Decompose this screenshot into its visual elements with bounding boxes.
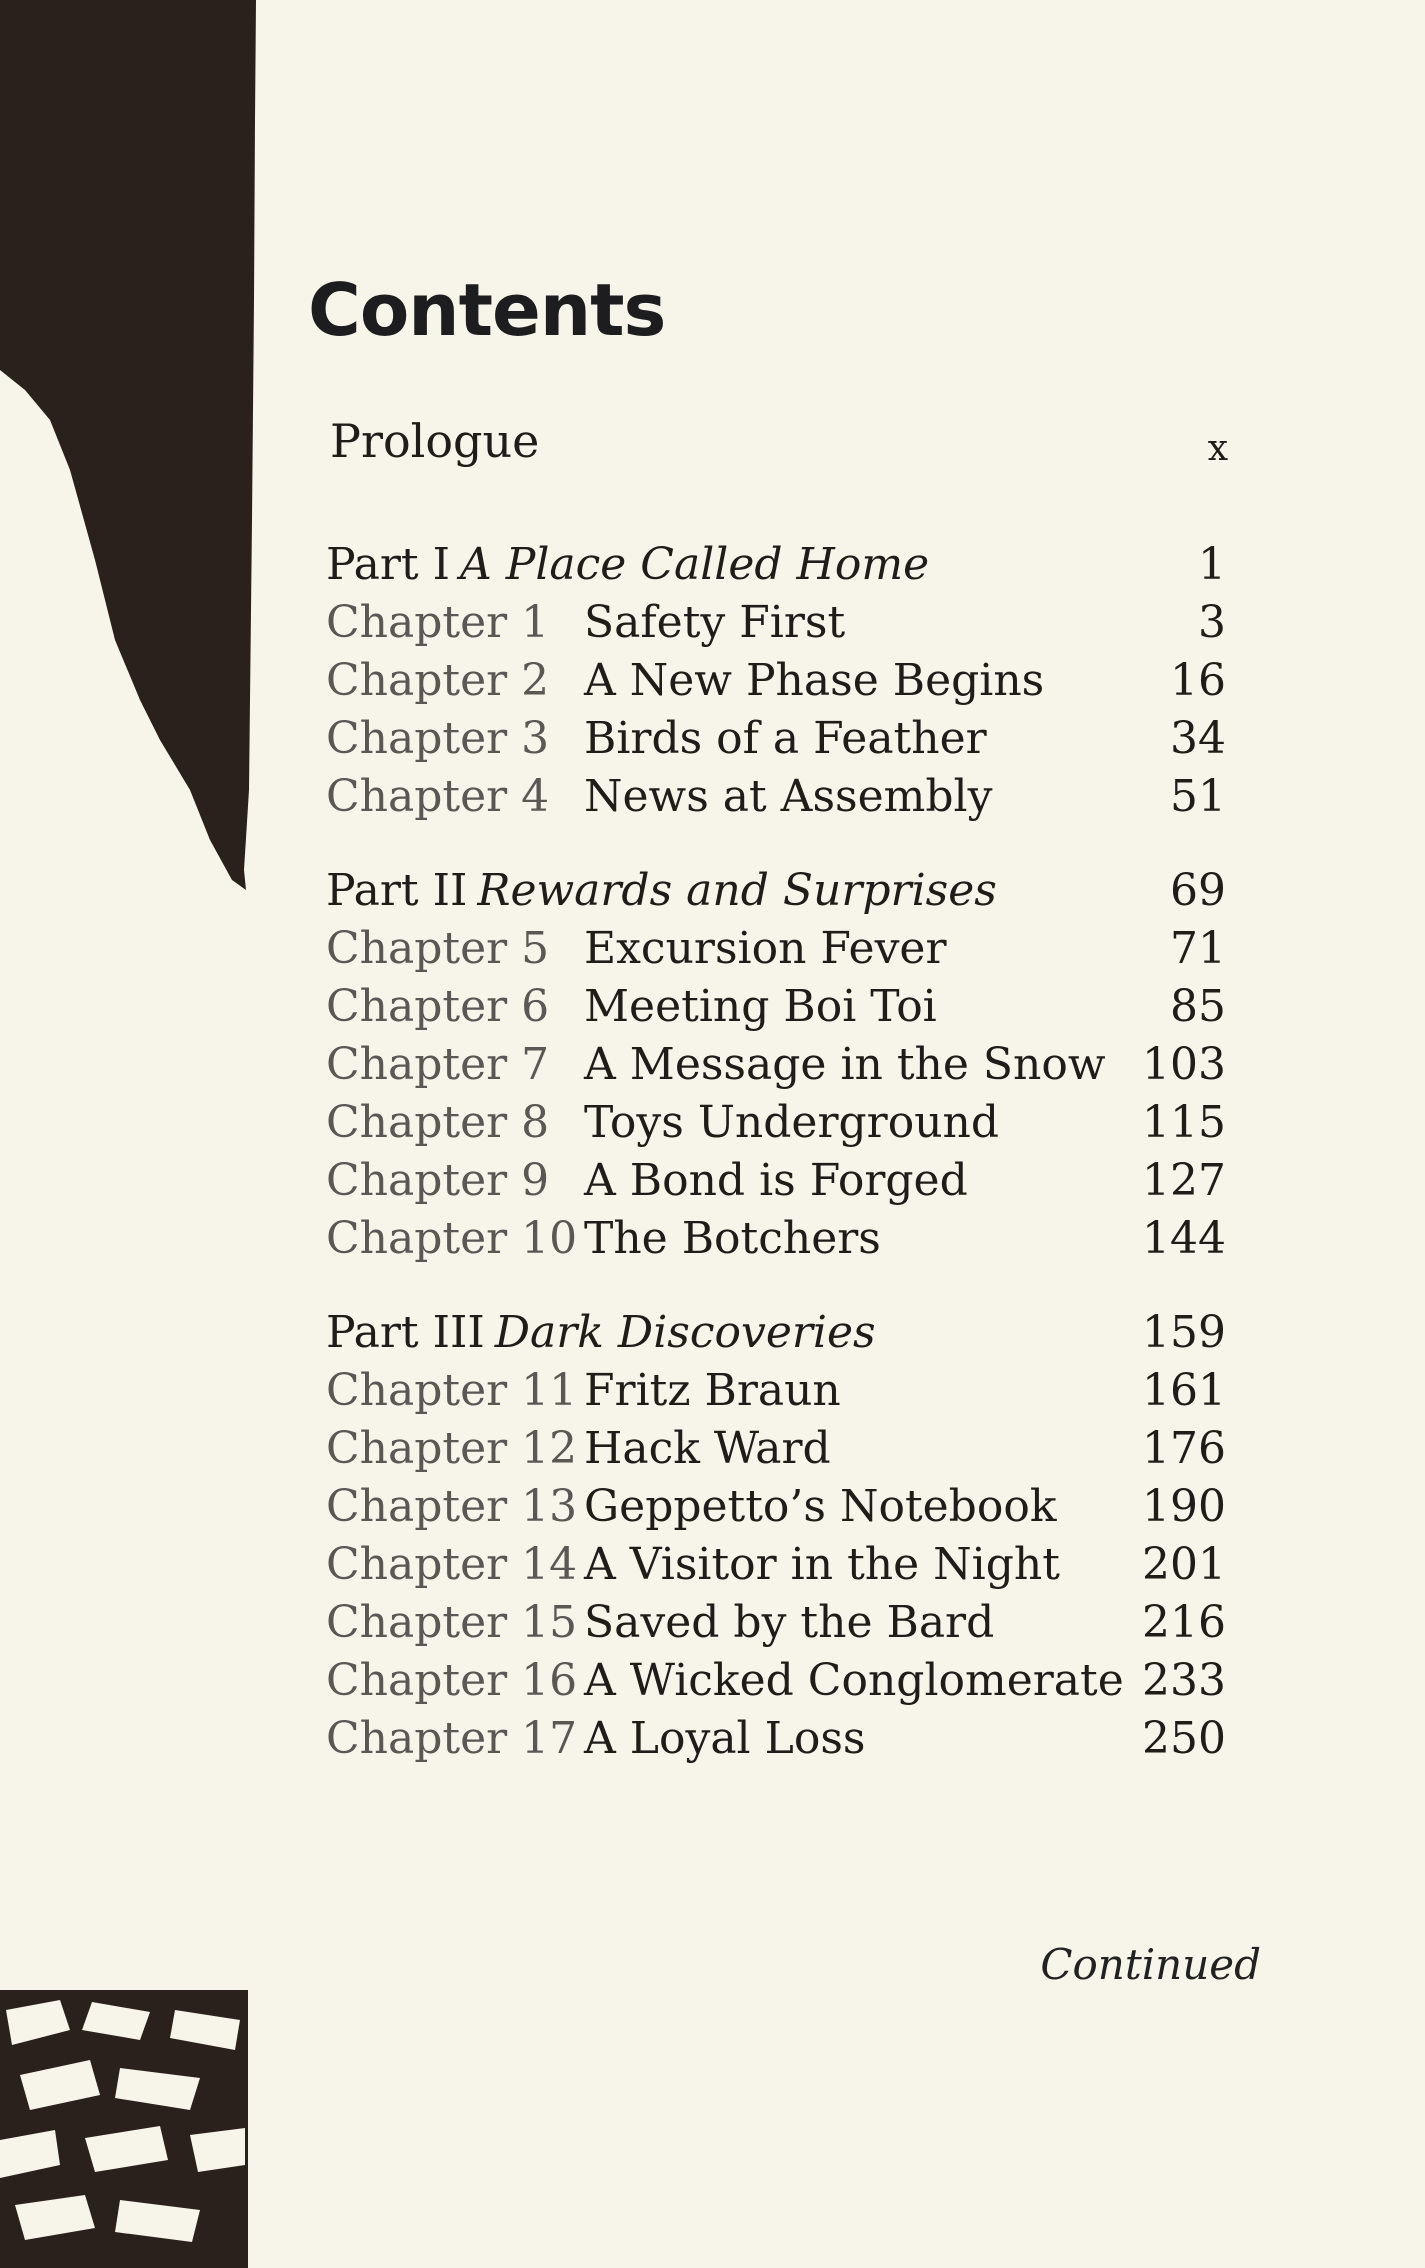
toc-part-2 xyxy=(326,862,1226,1268)
decorative-silhouette xyxy=(0,0,260,2268)
toc-part-3 xyxy=(326,1304,1226,1768)
chapter-row[interactable] xyxy=(326,1652,1226,1710)
page-number: 34 xyxy=(1170,713,1226,764)
chapter-title: Fritz Braun xyxy=(584,1365,841,1416)
chapter-title: A New Phase Begins xyxy=(584,655,1045,706)
toc-part-1 xyxy=(326,536,1226,826)
chapter-title: Hack Ward xyxy=(584,1423,831,1474)
page-number: 1 xyxy=(1198,539,1226,590)
continued-note: Continued xyxy=(1040,1940,1261,1989)
part-label: Part II xyxy=(326,865,468,916)
page-number: 16 xyxy=(1170,655,1226,706)
page-number: 3 xyxy=(1198,597,1226,648)
chapter-title: The Botchers xyxy=(584,1213,881,1264)
chapter-label: Chapter 17 xyxy=(326,1713,578,1764)
part-heading[interactable] xyxy=(326,536,1226,594)
chapter-title: A Wicked Conglomerate xyxy=(584,1655,1124,1706)
page-number: 115 xyxy=(1142,1097,1226,1148)
chapter-label: Chapter 4 xyxy=(326,771,550,822)
chapter-title: Safety First xyxy=(584,597,846,648)
page-number: 233 xyxy=(1142,1655,1226,1706)
chapter-row[interactable] xyxy=(326,1478,1226,1536)
part-title: Rewards and Surprises xyxy=(477,865,997,916)
page-number: 85 xyxy=(1170,981,1226,1032)
chapter-label: Chapter 14 xyxy=(326,1539,578,1590)
chapter-label: Chapter 12 xyxy=(326,1423,578,1474)
chapter-label: Chapter 10 xyxy=(326,1213,578,1264)
chapter-title: Excursion Fever xyxy=(584,923,947,974)
page-number: 176 xyxy=(1142,1423,1226,1474)
page-number: 216 xyxy=(1142,1597,1226,1648)
chapter-title: Toys Underground xyxy=(584,1097,1000,1148)
chapter-row[interactable] xyxy=(326,710,1226,768)
part-heading[interactable] xyxy=(326,1304,1226,1362)
chapter-label: Chapter 7 xyxy=(326,1039,550,1090)
chapter-row[interactable] xyxy=(326,1210,1226,1268)
chapter-row[interactable] xyxy=(326,1152,1226,1210)
chapter-title: A Message in the Snow xyxy=(584,1039,1106,1090)
page-number: 127 xyxy=(1142,1155,1226,1206)
page-number: 250 xyxy=(1142,1713,1226,1764)
chapter-row[interactable] xyxy=(326,1094,1226,1152)
chapter-label: Chapter 8 xyxy=(326,1097,550,1148)
chapter-title: A Visitor in the Night xyxy=(584,1539,1060,1590)
chapter-row[interactable] xyxy=(326,1710,1226,1768)
page-number: 51 xyxy=(1170,771,1226,822)
page-number: 103 xyxy=(1142,1039,1226,1090)
page-title: Contents xyxy=(308,268,666,352)
chapter-title: A Loyal Loss xyxy=(584,1713,866,1764)
chapter-row[interactable] xyxy=(326,768,1226,826)
chapter-label: Chapter 11 xyxy=(326,1365,578,1416)
part-heading[interactable] xyxy=(326,862,1226,920)
chapter-label: Chapter 16 xyxy=(326,1655,578,1706)
chapter-title: Meeting Boi Toi xyxy=(584,981,937,1032)
chapter-row[interactable] xyxy=(326,652,1226,710)
part-title: Dark Discoveries xyxy=(494,1307,876,1358)
chapter-row[interactable] xyxy=(326,920,1226,978)
page-number: 201 xyxy=(1142,1539,1226,1590)
chapter-label: Chapter 6 xyxy=(326,981,550,1032)
chapter-title: Birds of a Feather xyxy=(584,713,987,764)
part-title: A Place Called Home xyxy=(459,539,930,590)
page-number: 71 xyxy=(1170,923,1226,974)
chapter-label: Chapter 3 xyxy=(326,713,550,764)
chapter-row[interactable] xyxy=(326,1362,1226,1420)
page-number: 190 xyxy=(1142,1481,1226,1532)
chapter-row[interactable] xyxy=(326,1036,1226,1094)
part-label: Part III xyxy=(326,1307,485,1358)
chapter-label: Chapter 9 xyxy=(326,1155,550,1206)
part-label: Part I xyxy=(326,539,450,590)
chapter-title: A Bond is Forged xyxy=(584,1155,968,1206)
chapter-label: Chapter 5 xyxy=(326,923,550,974)
chapter-label: Chapter 15 xyxy=(326,1597,578,1648)
chapter-row[interactable] xyxy=(326,1594,1226,1652)
chapter-row[interactable] xyxy=(326,594,1226,652)
page-number: 161 xyxy=(1142,1365,1226,1416)
chapter-title: News at Assembly xyxy=(584,771,993,822)
page-number: 159 xyxy=(1142,1307,1226,1358)
page-number: 69 xyxy=(1170,865,1226,916)
chapter-row[interactable] xyxy=(326,1536,1226,1594)
chapter-title: Geppetto’s Notebook xyxy=(584,1481,1057,1532)
prologue-label: Prologue xyxy=(330,414,540,468)
prologue-page-number: x xyxy=(1207,428,1228,469)
chapter-label: Chapter 1 xyxy=(326,597,550,648)
page-number: 144 xyxy=(1142,1213,1226,1264)
chapter-title: Saved by the Bard xyxy=(584,1597,995,1648)
chapter-label: Chapter 13 xyxy=(326,1481,578,1532)
chapter-row[interactable] xyxy=(326,1420,1226,1478)
chapter-row[interactable] xyxy=(326,978,1226,1036)
chapter-label: Chapter 2 xyxy=(326,655,550,706)
